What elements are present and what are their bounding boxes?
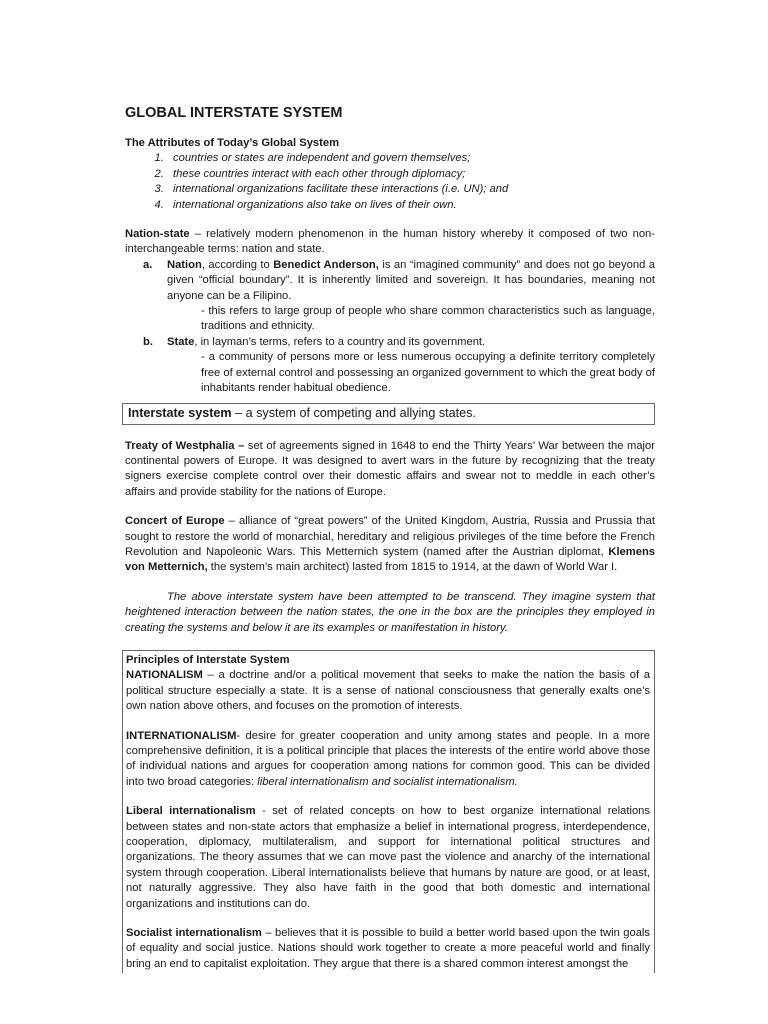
list-item: 3. international organizations facilitate these interactions (i.e. UN); and bbox=[167, 182, 655, 197]
nationalism-paragraph: NATIONALISM – a doctrine and/or a political movement that seeks to make the nation the basis of a political structure especially a state. It is a sense of national consciousness that generally exalts one’s own nation above others, and focuses on the promotion of interests. bbox=[126, 669, 650, 713]
list-item: 4. international organizations also take on lives of their own. bbox=[167, 198, 655, 213]
socialist-internationalism-paragraph: Socialist internationalism – believes that it is possible to build a better world based upon the twin goals of equality and social justice. Nations should work together to create a more peaceful world and finally bring an end to capitalist exploitation. They argue that there is a shared common interest amongst the bbox=[126, 927, 650, 970]
term-state: State bbox=[167, 335, 195, 348]
internationalism-paragraph: INTERNATIONALISM- desire for greater cooperation and unity among states and people. In a more comprehensive definition, it is a political principle that places the interests of the entire world above those of individual nations and argues for cooperation among nations for common good. This can be divided into two broad categories: liberal internationalism and socialist internationalism. bbox=[126, 729, 650, 788]
interstate-system-box: Interstate system – a system of competing and allying states. bbox=[122, 403, 655, 425]
state-definition: - a community of persons more or less numerous occupying a definite territory completely free of external control and possessing an organized government to which the great body of inhabitants render habitual obedience. bbox=[201, 351, 655, 395]
italic-note: The above interstate system have been attempted to be transcend. They imagine system that heightened interaction between the nation states, the one in the box are the principles they employed in creating the systems and below it are its examples or manifestation in history. bbox=[125, 590, 655, 634]
term-nationalism: NATIONALISM bbox=[126, 669, 203, 682]
term-liberal-internationalism: Liberal internationalism bbox=[126, 805, 256, 818]
page-title: GLOBAL INTERSTATE SYSTEM bbox=[125, 105, 343, 121]
state-list bbox=[125, 335, 655, 350]
term-benedict-anderson: Benedict Anderson, bbox=[273, 258, 379, 271]
term-westphalia: Treaty of Westphalia – bbox=[125, 439, 245, 452]
list-item-nation: a. Nation, according to Benedict Anderson, is an “imagined community” and does not go beyond a given “official boundary”. It is inherently limited and sovereign. It has boundaries, meaning not anyone can be a Filipino. bbox=[143, 258, 655, 302]
nation-state-paragraph: Nation-state – relatively modern phenomenon in the human history whereby it composed of two non-interchangeable terms: nation and state. bbox=[125, 228, 655, 256]
term-concert-of-europe: Concert of Europe bbox=[125, 515, 225, 528]
principles-heading: Principles of Interstate System bbox=[126, 653, 290, 666]
page-content bbox=[125, 104, 655, 973]
liberal-internationalism-paragraph: Liberal internationalism - set of related concepts on how to best organize international relations between states and non-state actors that emphasize a belief in international progress, interdependence, cooperation, diplomacy, multilateralism, and support for international political structures and organizations. The theory assumes that we can move past the violence and anarchy of the international system through cooperation. Liberal internationalists believe that humans by nature are good, or at least, not naturally aggressive. They also have faith in the good that both domestic and international organizations and institutions can do. bbox=[126, 805, 650, 910]
term-interstate-system: Interstate system bbox=[128, 405, 232, 420]
term-socialist-internationalism: Socialist internationalism bbox=[126, 927, 262, 940]
nation-state-list bbox=[125, 258, 655, 304]
term-internationalism: INTERNATIONALISM bbox=[126, 729, 237, 742]
attributes-heading: The Attributes of Today’s Global System bbox=[125, 137, 340, 149]
concert-paragraph: Concert of Europe – alliance of “great powers” of the United Kingdom, Austria, Russia and Prussia that sought to restore the world of monarchial, hereditary and religious privileges of the time before the French Revolution and Napoleonic Wars. This Metternich system (named after the Austrian diplomat, Klemens von Metternich, the system’s main architect) lasted from 1815 to 1914, at the dawn of World War I. bbox=[125, 515, 655, 574]
nation-definition: - this refers to large group of people who share common characteristics such as language, traditions and ethnicity. bbox=[201, 305, 655, 333]
principles-box bbox=[122, 650, 655, 973]
list-item: 1. countries or states are independent and govern themselves; bbox=[167, 151, 655, 166]
westphalia-paragraph: Treaty of Westphalia – set of agreements signed in 1648 to end the Thirty Years’ War between the major continental powers of Europe. It was designed to avert wars in the future by recognizing that the treaty signers exercise complete control over their domestic affairs and swear not to meddle in each other’s affairs and provide stability for the nations of Europe. bbox=[125, 439, 655, 498]
list-item: 2. these countries interact with each other through diplomacy; bbox=[167, 167, 655, 182]
attributes-list bbox=[125, 151, 655, 213]
term-metternich: Klemens von Metternich, bbox=[125, 545, 655, 574]
list-item-state: b. State, in layman’s terms, refers to a country and its government. bbox=[143, 335, 486, 348]
term-nation-state: Nation-state bbox=[125, 228, 190, 241]
term-nation: Nation bbox=[167, 258, 202, 271]
